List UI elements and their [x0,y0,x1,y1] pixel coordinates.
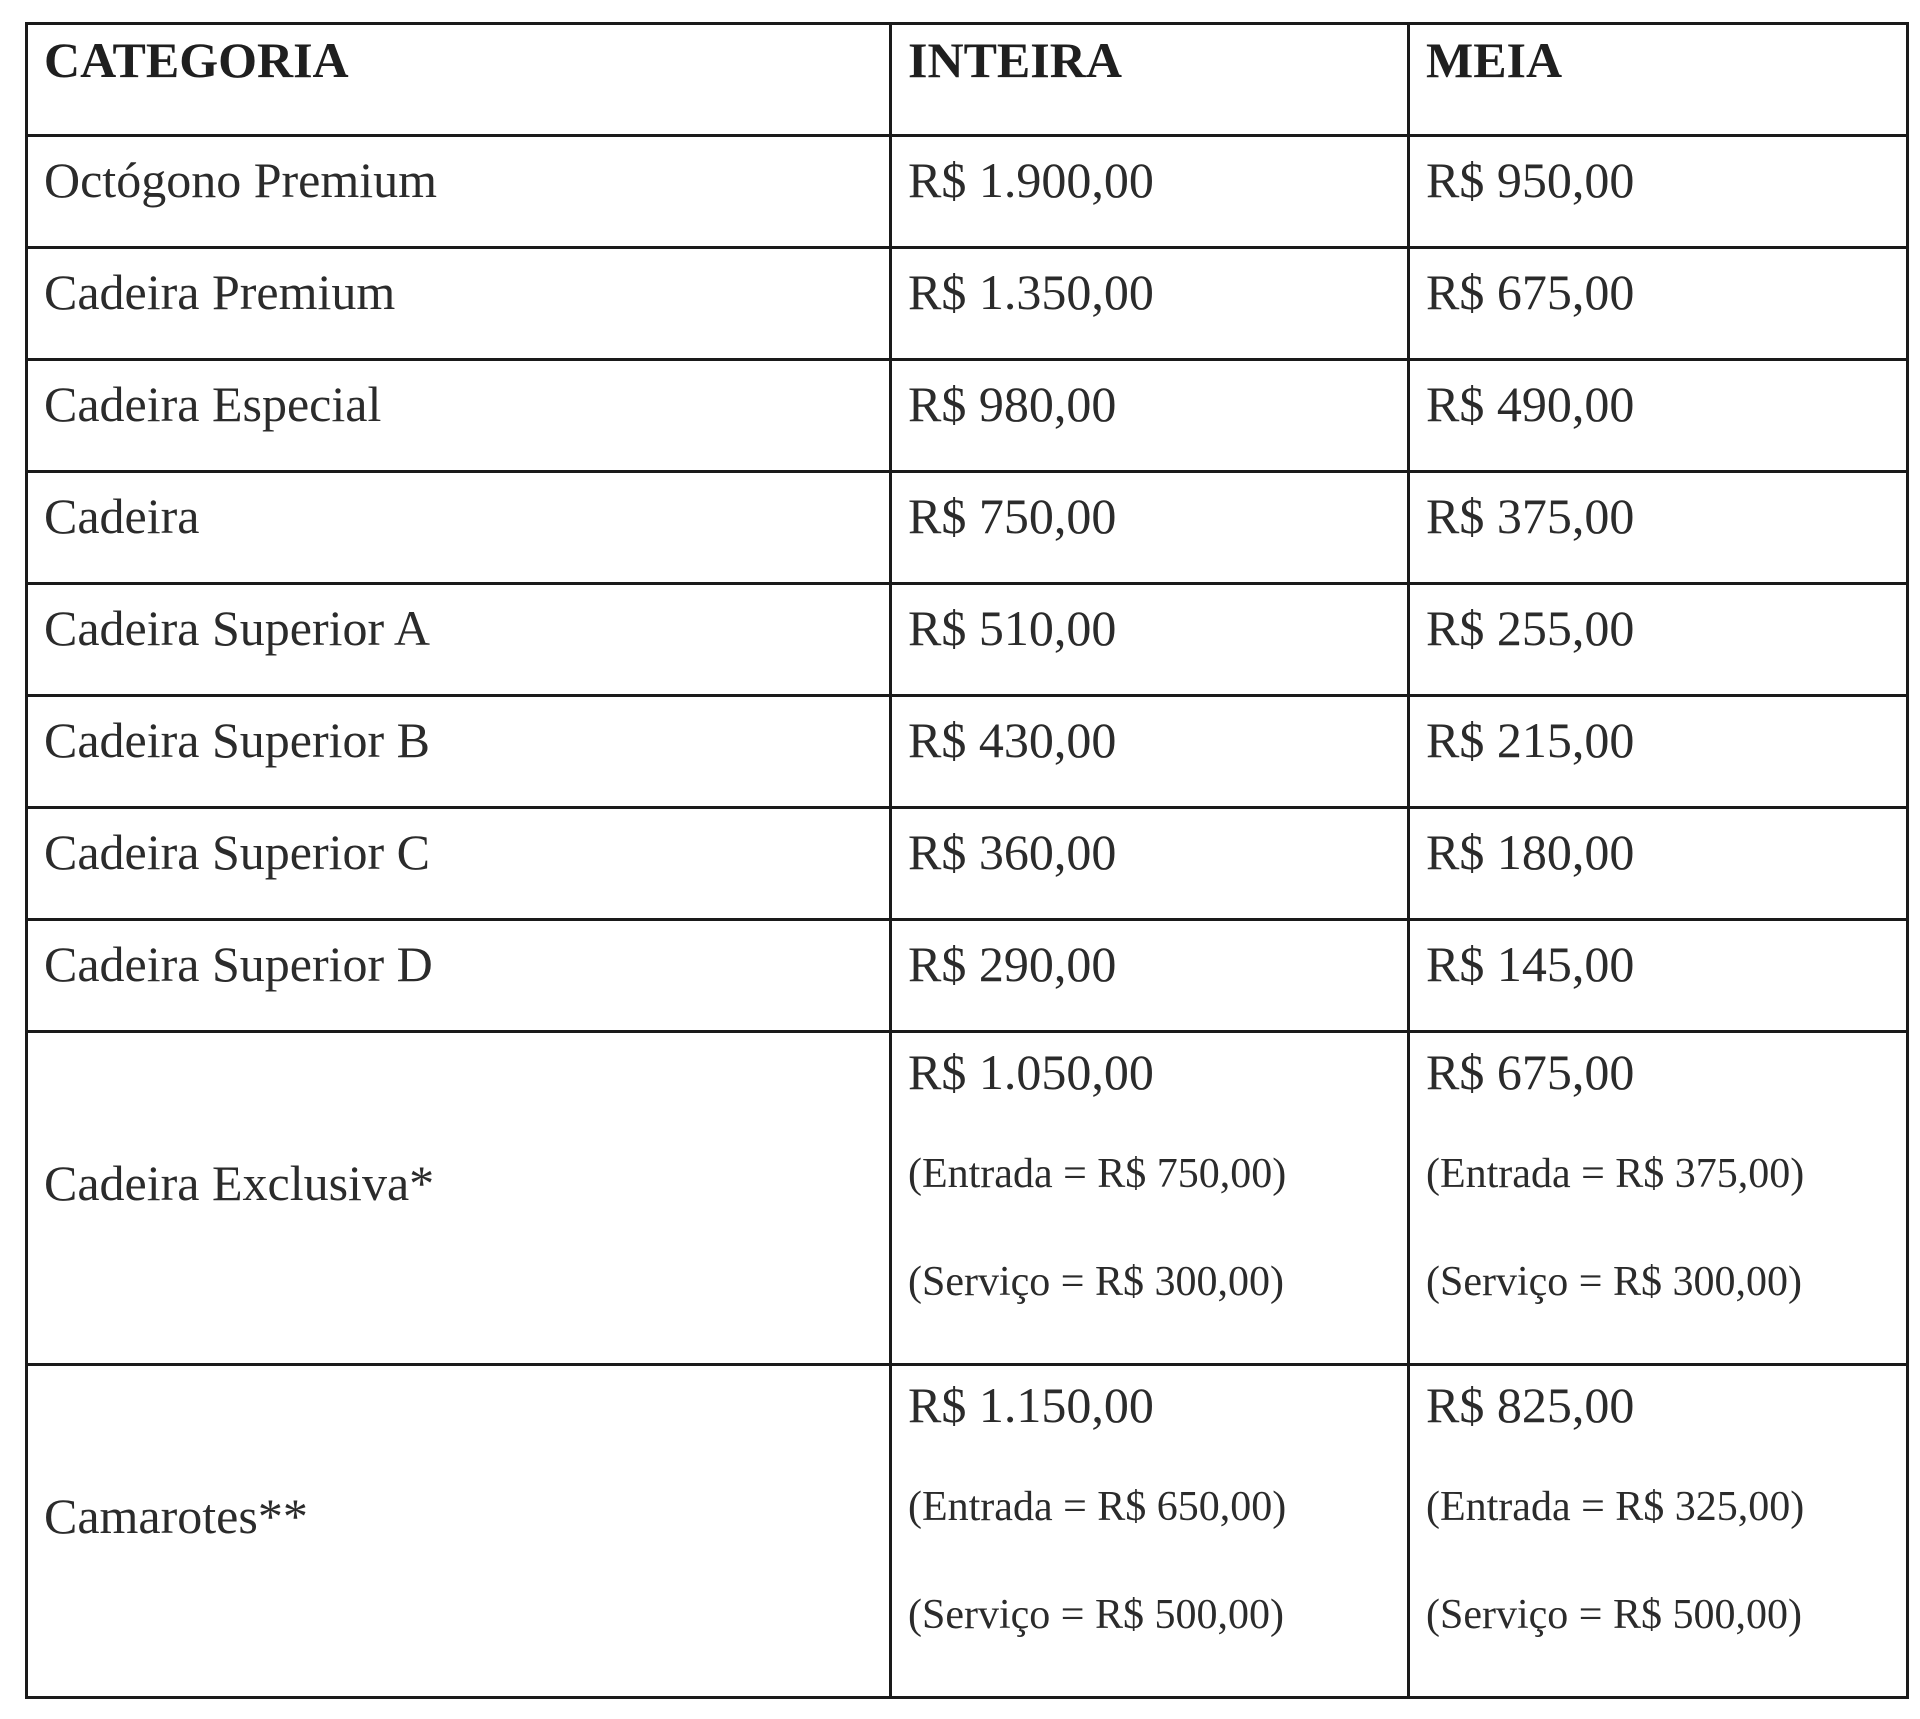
category-cell: Cadeira Especial [27,360,891,472]
half-price-cell [1409,1365,1908,1698]
category-cell: Cadeira Superior D [27,920,891,1032]
table-header [27,24,1908,136]
half-price-cell: R$ 215,00 [1409,696,1908,808]
full-price-total: R$ 1.150,00 [908,1377,1154,1433]
table-row-detailed [27,1032,1908,1365]
category-cell: Cadeira Premium [27,248,891,360]
column-header-category: CATEGORIA [27,24,891,136]
category-cell: Octógono Premium [27,136,891,248]
full-price-total: R$ 1.050,00 [908,1044,1154,1100]
category-cell: Cadeira Superior B [27,696,891,808]
full-price-service: (Serviço = R$ 500,00) [908,1592,1284,1638]
category-cell: Cadeira [27,472,891,584]
full-price-cell: R$ 750,00 [891,472,1409,584]
full-price-cell: R$ 510,00 [891,584,1409,696]
table-row [27,808,1908,920]
column-header-full-price: INTEIRA [891,24,1409,136]
table-row [27,696,1908,808]
half-price-entry: (Entrada = R$ 375,00) [1426,1151,1805,1197]
table-body [27,136,1908,1698]
full-price-entry: (Entrada = R$ 650,00) [908,1484,1287,1530]
category-cell: Cadeira Superior C [27,808,891,920]
table-row-detailed [27,1365,1908,1698]
full-price-cell: R$ 290,00 [891,920,1409,1032]
half-price-service: (Serviço = R$ 300,00) [1426,1259,1802,1305]
half-price-cell: R$ 145,00 [1409,920,1908,1032]
table-row [27,136,1908,248]
full-price-service: (Serviço = R$ 300,00) [908,1259,1284,1305]
half-price-total: R$ 825,00 [1426,1377,1635,1433]
half-price-cell: R$ 375,00 [1409,472,1908,584]
category-cell: Cadeira Exclusiva* [27,1032,891,1365]
full-price-cell: R$ 430,00 [891,696,1409,808]
full-price-cell [891,1365,1409,1698]
table-row [27,472,1908,584]
table-row [27,248,1908,360]
full-price-cell [891,1032,1409,1365]
category-cell: Camarotes** [27,1365,891,1698]
half-price-cell: R$ 675,00 [1409,248,1908,360]
ticket-price-table [25,22,1909,1699]
column-header-half-price: MEIA [1409,24,1908,136]
half-price-cell: R$ 255,00 [1409,584,1908,696]
half-price-cell [1409,1032,1908,1365]
table-row [27,920,1908,1032]
full-price-cell: R$ 1.350,00 [891,248,1409,360]
full-price-entry: (Entrada = R$ 750,00) [908,1151,1287,1197]
table-row [27,584,1908,696]
full-price-cell: R$ 980,00 [891,360,1409,472]
table-row [27,360,1908,472]
half-price-cell: R$ 950,00 [1409,136,1908,248]
full-price-cell: R$ 360,00 [891,808,1409,920]
half-price-cell: R$ 180,00 [1409,808,1908,920]
half-price-cell: R$ 490,00 [1409,360,1908,472]
full-price-cell: R$ 1.900,00 [891,136,1409,248]
half-price-entry: (Entrada = R$ 325,00) [1426,1484,1805,1530]
half-price-total: R$ 675,00 [1426,1044,1635,1100]
half-price-service: (Serviço = R$ 500,00) [1426,1592,1802,1638]
header-row [27,24,1908,136]
category-cell: Cadeira Superior A [27,584,891,696]
